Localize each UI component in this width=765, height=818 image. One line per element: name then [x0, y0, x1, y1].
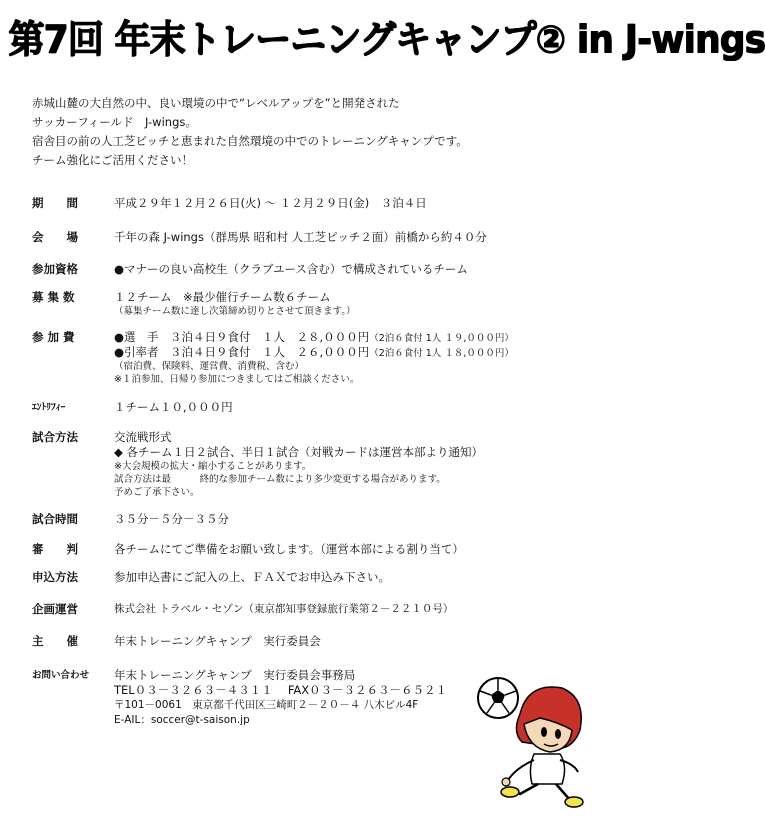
intro-line: チーム強化にご活用ください！ [32, 153, 193, 167]
contact-address: 〒101－0061 東京都千代田区三崎町２－２０－４ 八木ビル4F [114, 699, 419, 711]
match-time-label: 試合時間 [32, 512, 78, 526]
eligibility-label: 参加資格 [32, 262, 78, 276]
recruit-label: 募 集 数 [32, 290, 75, 304]
period-value: 平成２９年１２月２６日(火) 〜 １２月２９日(金) ３泊４日 [114, 196, 427, 210]
planning-label: 企画運営 [32, 602, 78, 616]
planning-value: 株式会社 トラベル・セゾン（東京都知事登録旅行業第２－２２１０号） [114, 603, 454, 615]
fee-player: ●選 手 ３泊４日９食付 １人 ２８,０００円 [114, 330, 370, 344]
fee-leader: ●引率者 ３泊４日９食付 １人 ２６,０００円 [114, 345, 370, 359]
referee-label: 審 判 [32, 542, 78, 556]
host-label: 主 催 [32, 634, 78, 648]
recruit-value: １２チーム ※最少催行チーム数６チーム [114, 290, 331, 304]
apply-label: 申込方法 [32, 570, 78, 584]
intro-line: 宿舎目の前の人工芝ピッチと恵まれた自然環境の中でのトレーニングキャンプです。 [32, 134, 468, 148]
format-line: ◆ 各チーム１日２試合、半日１試合（対戦カードは運営本部より通知） [114, 445, 483, 459]
venue-label: 会 場 [32, 230, 78, 244]
intro-line: サッカーフィールド J-wings。 [32, 115, 197, 129]
fee-label: 参 加 費 [32, 330, 75, 344]
format-note: 試合方法は最 終的な参加チーム数により多少変更する場合があります。 [114, 474, 446, 485]
fee-leader-note: （2泊６食付 1人 １８,０００円） [369, 348, 514, 359]
format-line: 交流戦形式 [114, 430, 172, 444]
contact-line: 年末トレーニングキャンプ 実行委員会事務局 [114, 668, 356, 682]
fee-note: （宿泊費、保険料、運営費、消費税、含む） [114, 361, 305, 372]
fee-player-note: （2泊６食付 1人 １９,０００円） [369, 333, 514, 344]
fee-note: ※１泊参加、日帰り参加につきましてはご相談ください。 [114, 374, 360, 385]
entry-value: １チーム１０,０００円 [114, 400, 233, 414]
entry-label: ｴﾝﾄﾘﾌｨｰ [32, 402, 66, 413]
page-title: 第7回 年末トレーニングキャンプ② in J-wings [8, 17, 765, 61]
format-label: 試合方法 [32, 430, 78, 444]
period-label: 期 間 [32, 196, 78, 210]
match-time-value: ３５分－５分－３５分 [114, 512, 229, 526]
contact-label: お問い合わせ [32, 670, 90, 681]
venue-value: 千年の森 J-wings（群馬県 昭和村 人工芝ピッチ２面）前橋から約４０分 [114, 230, 487, 244]
eligibility-value: ●マナーの良い高校生（クラブユース含む）で構成されているチーム [114, 262, 468, 276]
apply-value: 参加申込書にご記入の上、ＦＡＸでお申込み下さい。 [114, 570, 390, 584]
intro-line: 赤城山麓の大自然の中、良い環境の中で“レベルアップを”と開発された [32, 96, 400, 110]
format-note: 予めご了承下さい。 [114, 487, 200, 498]
recruit-note: （募集チーム数に達し次第締め切りとさせて頂きます。） [114, 306, 356, 317]
intro-text [32, 94, 468, 170]
referee-value: 各チームにてご準備をお願い致します。（運営本部による割り当て） [114, 542, 464, 556]
soccer-boy-icon [458, 668, 590, 810]
host-value: 年末トレーニングキャンプ 実行委員会 [114, 634, 321, 648]
format-note: ※大会規模の拡大・縮小することがあります。 [114, 461, 312, 472]
contact-phone: TEL０３－３２６３－４３１１ FAX０３－３２６３－６５２１ [114, 683, 448, 697]
contact-email[interactable]: E-AIL：soccer@t-saison.jp [114, 714, 250, 726]
